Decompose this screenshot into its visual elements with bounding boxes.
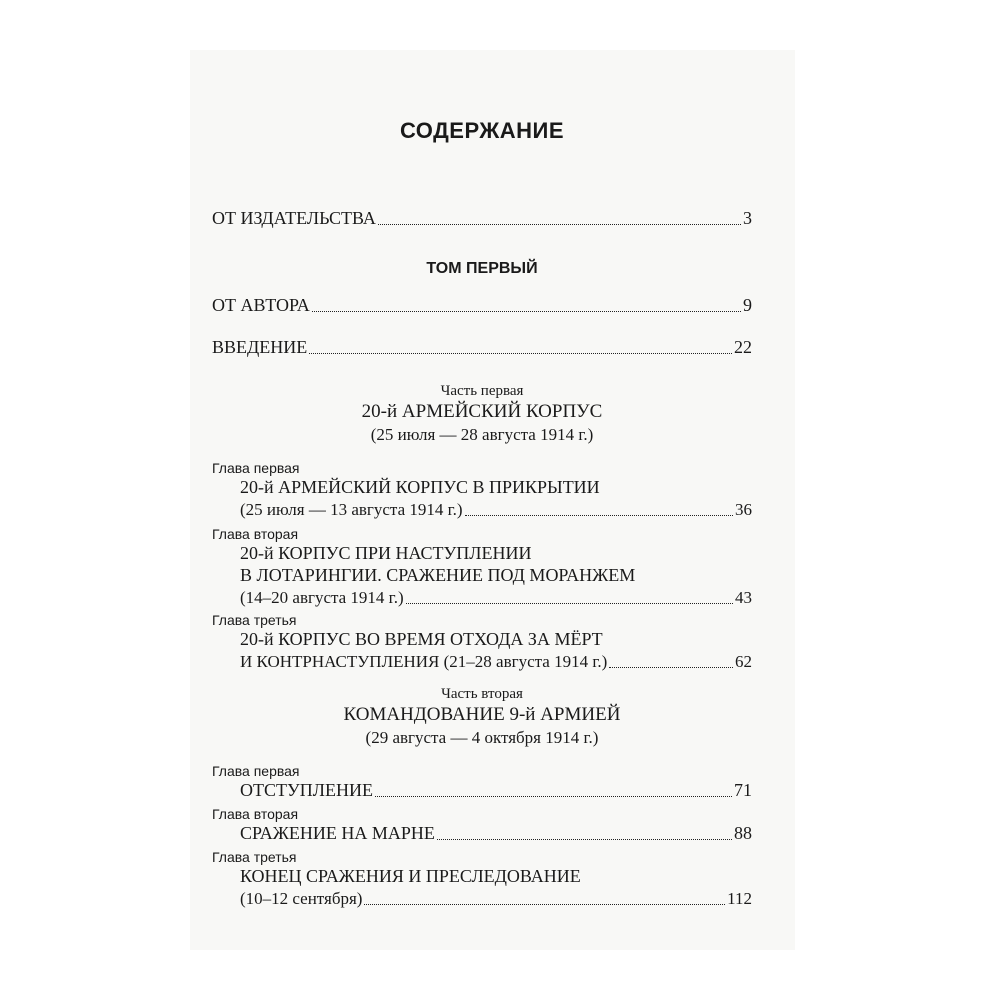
chapter-label: Глава вторая bbox=[212, 806, 299, 822]
page-number: 22 bbox=[734, 337, 752, 357]
page-number: 88 bbox=[734, 823, 752, 843]
table-of-contents bbox=[212, 0, 752, 1000]
leader-dots bbox=[437, 824, 732, 840]
chapter-title-continued: И КОНТРНАСТУПЛЕНИЯ (21–28 августа 1914 г.) bbox=[240, 652, 608, 671]
toc-entry-label: ВВЕДЕНИЕ bbox=[212, 337, 308, 357]
chapter-dates: (10–12 сентября) bbox=[240, 889, 363, 908]
chapter-dates: (14–20 августа 1914 г.) bbox=[240, 588, 404, 607]
chapter-label: Глава третья bbox=[212, 849, 297, 865]
toc-entry-label: ОТ ИЗДАТЕЛЬСТВА bbox=[212, 208, 376, 228]
toc-entry-publisher[interactable] bbox=[212, 208, 752, 229]
chapter-label: Глава третья bbox=[212, 612, 297, 628]
chapter-title[interactable]: 20-й АРМЕЙСКИЙ КОРПУС В ПРИКРЫТИИ bbox=[240, 477, 600, 497]
toc-entry-chapter[interactable] bbox=[240, 823, 752, 844]
chapter-title-continued[interactable]: В ЛОТАРИНГИИ. СРАЖЕНИЕ ПОД МОРАНЖЕМ bbox=[240, 565, 636, 585]
toc-entry-intro[interactable] bbox=[212, 337, 752, 358]
page-number: 9 bbox=[743, 295, 752, 315]
chapter-title: СРАЖЕНИЕ НА МАРНЕ bbox=[240, 823, 435, 843]
leader-dots bbox=[465, 501, 733, 516]
volume-title: ТОМ ПЕРВЫЙ bbox=[426, 260, 538, 277]
toc-entry-chapter[interactable] bbox=[240, 889, 752, 909]
chapter-title[interactable]: 20-й КОРПУС ПРИ НАСТУПЛЕНИИ bbox=[240, 543, 532, 563]
leader-dots bbox=[309, 338, 732, 354]
page-number: 43 bbox=[735, 588, 752, 607]
leader-dots bbox=[375, 781, 732, 797]
leader-dots bbox=[364, 890, 725, 905]
chapter-dates: (25 июля — 13 августа 1914 г.) bbox=[240, 500, 463, 519]
part-dates: (25 июля — 28 августа 1914 г.) bbox=[370, 425, 594, 444]
leader-dots bbox=[406, 589, 733, 604]
page-title: СОДЕРЖАНИЕ bbox=[399, 118, 565, 143]
page-number: 62 bbox=[735, 652, 752, 671]
chapter-title[interactable]: КОНЕЦ СРАЖЕНИЯ И ПРЕСЛЕДОВАНИЕ bbox=[240, 866, 581, 886]
chapter-label: Глава первая bbox=[212, 763, 300, 779]
page-number: 36 bbox=[735, 500, 752, 519]
part-title: 20-й АРМЕЙСКИЙ КОРПУС bbox=[361, 401, 603, 422]
toc-entry-chapter[interactable] bbox=[240, 780, 752, 801]
chapter-label: Глава вторая bbox=[212, 526, 299, 542]
chapter-label: Глава первая bbox=[212, 460, 300, 476]
page-number: 112 bbox=[727, 889, 752, 908]
chapter-title[interactable]: 20-й КОРПУС ВО ВРЕМЯ ОТХОДА ЗА МЁРТ bbox=[240, 629, 603, 649]
toc-entry-chapter[interactable] bbox=[240, 500, 752, 520]
chapter-title: ОТСТУПЛЕНИЕ bbox=[240, 780, 373, 800]
leader-dots bbox=[378, 209, 741, 225]
toc-entry-label: ОТ АВТОРА bbox=[212, 295, 310, 315]
page-number: 3 bbox=[743, 208, 752, 228]
toc-entry-chapter[interactable] bbox=[240, 652, 752, 672]
toc-entry-chapter[interactable] bbox=[240, 588, 752, 608]
page-number: 71 bbox=[734, 780, 752, 800]
toc-entry-author[interactable] bbox=[212, 295, 752, 316]
part-title: КОМАНДОВАНИЕ 9-й АРМИЕЙ bbox=[343, 704, 621, 725]
part-label: Часть вторая bbox=[441, 686, 523, 702]
part-label: Часть первая bbox=[440, 383, 524, 399]
leader-dots bbox=[609, 653, 733, 668]
part-dates: (29 августа — 4 октября 1914 г.) bbox=[365, 728, 599, 747]
leader-dots bbox=[312, 296, 741, 312]
